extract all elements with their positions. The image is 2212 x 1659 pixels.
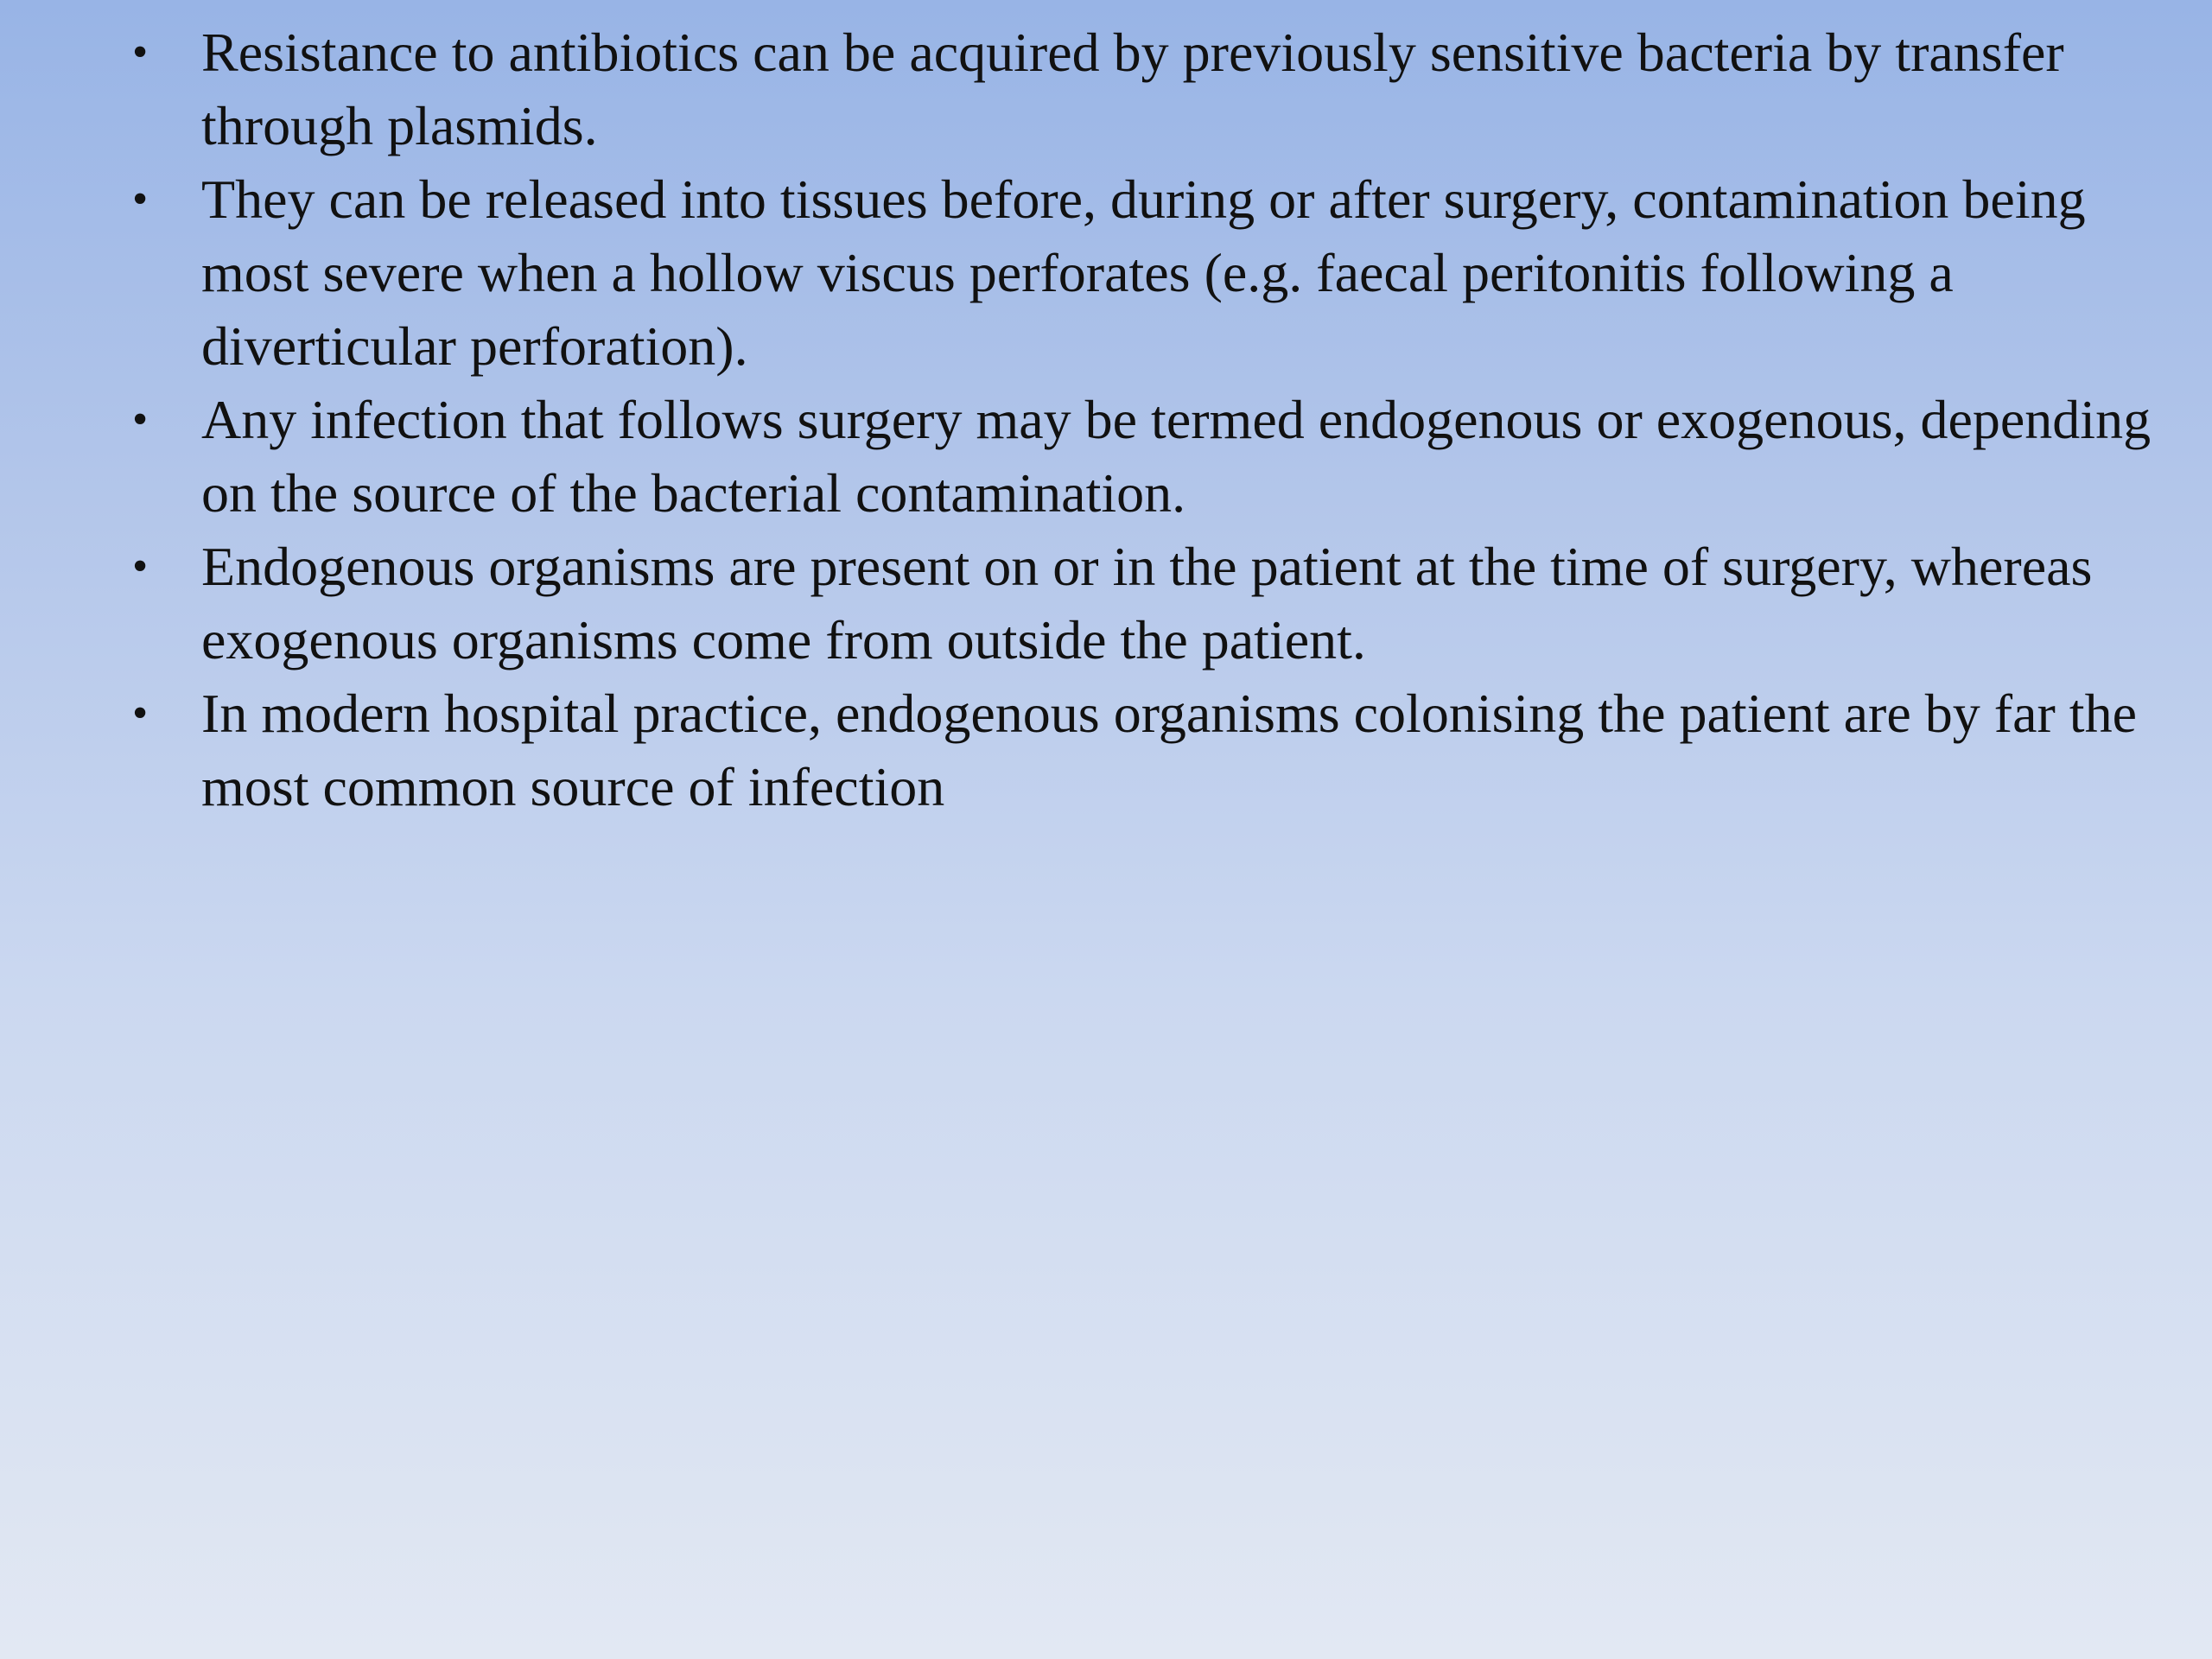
bullet-item-2 <box>0 162 2189 383</box>
bullet-icon: • <box>132 395 149 444</box>
bullet-text-1: Resistance to antibiotics can be acquired by previously sensitive bacteria by transfer through plasmids. <box>201 22 2064 156</box>
bullet-text-3: Any infection that follows surgery may be termed endogenous or exogenous, depending on the source of the bacterial contamination. <box>201 389 2152 524</box>
bullet-icon: • <box>132 28 149 77</box>
bullet-list <box>0 16 2212 823</box>
bullet-icon: • <box>132 542 149 591</box>
bullet-item-1 <box>0 16 2189 162</box>
bullet-icon: • <box>132 175 149 224</box>
bullet-item-3 <box>0 383 2189 530</box>
bullet-text-5: In modern hospital practice, endogenous organisms colonising the patient are by far the most common source of infection <box>201 683 2137 817</box>
bullet-icon: • <box>132 689 149 738</box>
bullet-text-4: Endogenous organisms are present on or in the patient at the time of surgery, whereas exogenous organisms come from outside the patient. <box>201 536 2093 671</box>
bullet-item-4 <box>0 530 2189 677</box>
bullet-item-5 <box>0 677 2189 823</box>
bullet-text-2: They can be released into tissues before, during or after surgery, contamination being most severe when a hollow viscus perforates (e.g. faecal peritonitis following a diverticular perforation). <box>201 168 2086 377</box>
